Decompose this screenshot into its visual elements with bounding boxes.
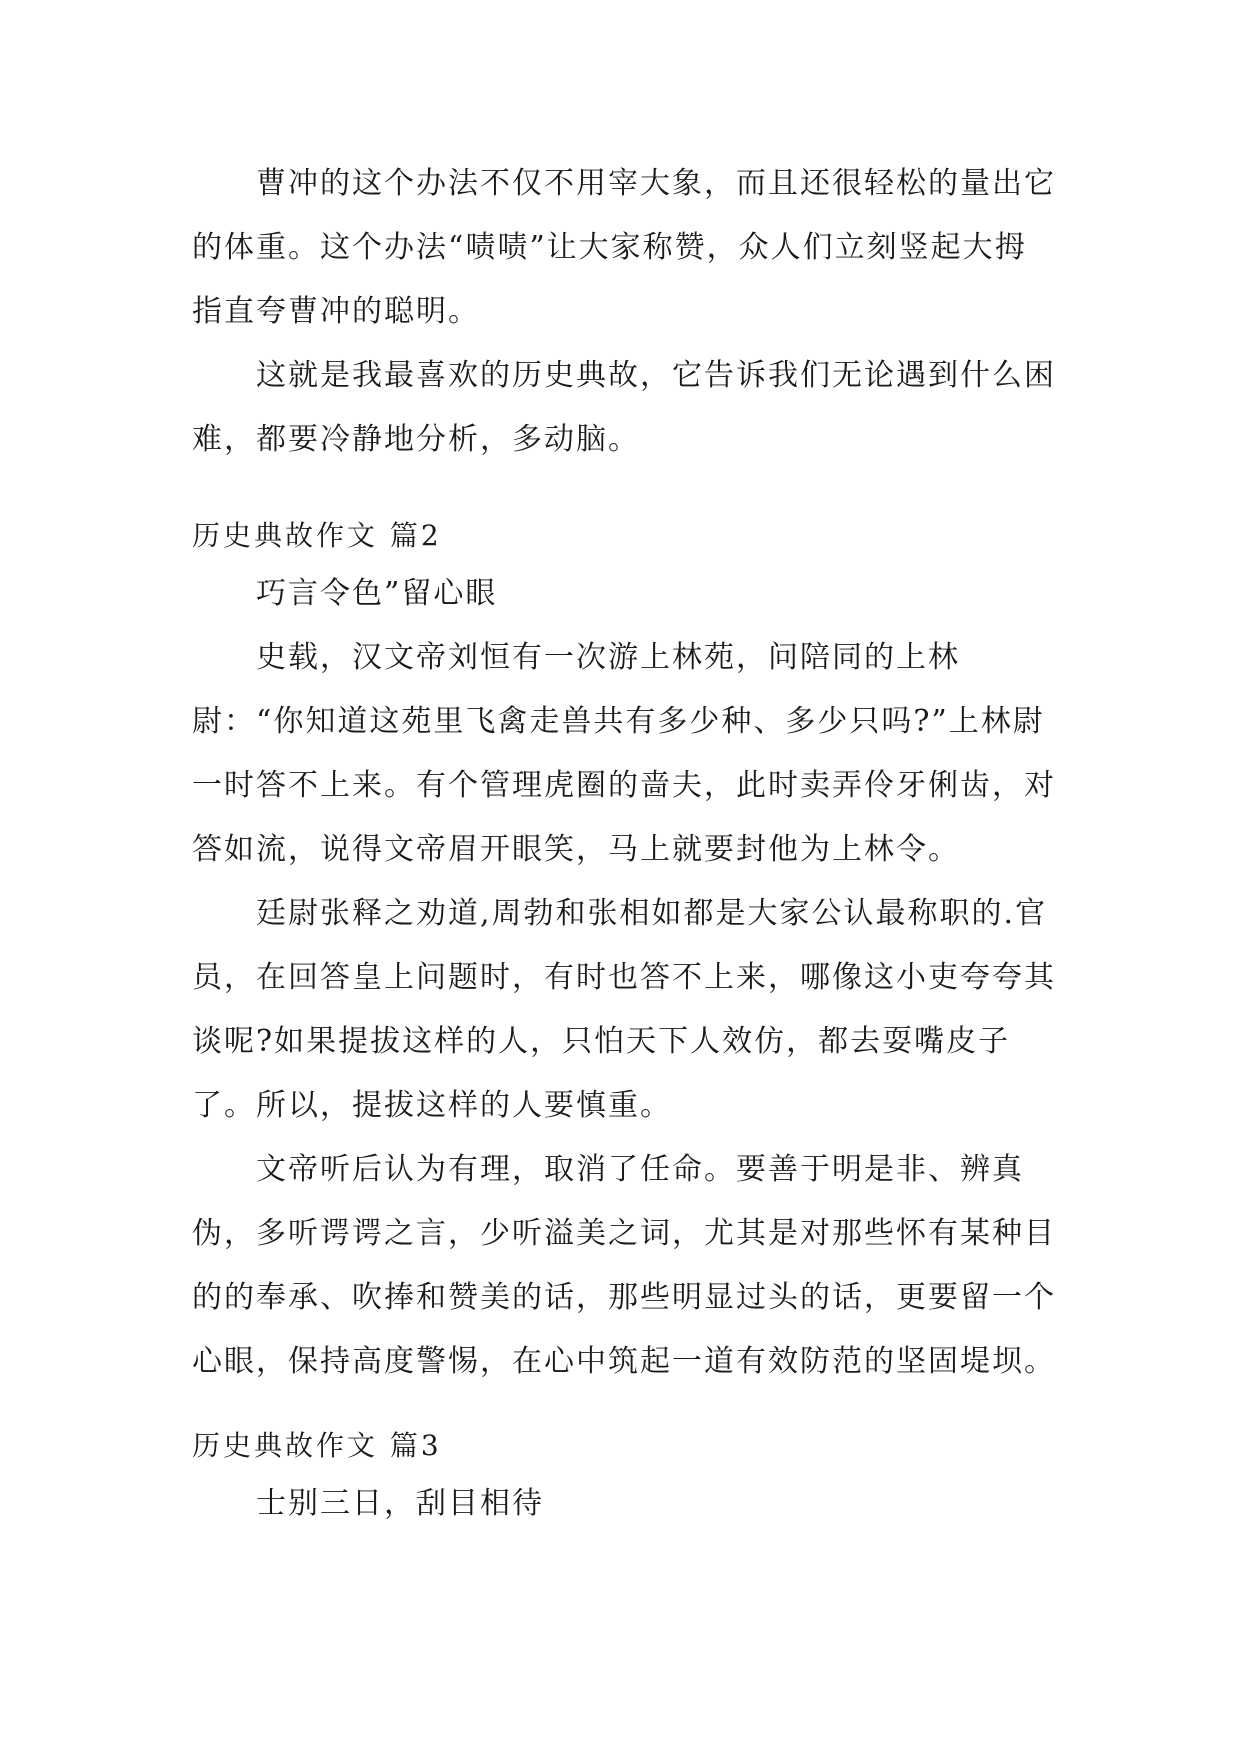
section-heading-2: 历史典故作文 篇2 [192,519,442,552]
paragraph: 曹冲的这个办法不仅不用宰大象，而且还很轻松的量出它的体重。这个办法“啧啧”让大家称赞，众人们立刻竖起大拇指直夸曹冲的聪明。 [192,166,1056,329]
section-1-body [192,152,1057,472]
essay-subtitle: 士别三日，刮目相待 [256,1486,544,1521]
paragraph: 文帝听后认为有理，取消了任命。要善于明是非、辨真伪，多听谔谔之言，少听溢美之词，尤其是对那些怀有某种目的的奉承、吹捧和赞美的话，那些明显过头的话，更要留一个心眼，保持高度警惕，在心中筑起一道有效防范的坚固堤坝。 [192,1152,1056,1379]
paragraph: 这就是我最喜欢的历史典故，它告诉我们无论遇到什么困难，都要冷静地分析，多动脑。 [192,358,1056,457]
section-2-body [192,562,1057,1394]
essay-subtitle: 巧言令色”留心眼 [256,576,498,611]
section-3-body [192,1472,1057,1536]
paragraph: 廷尉张释之劝道,周勃和张相如都是大家公认最称职的.官员，在回答皇上问题时，有时也答不上来，哪像这小吏夸夸其谈呢?如果提拔这样的人，只怕天下人效仿，都去耍嘴皮子了。所以，提拔这样的人要慎重。 [192,896,1056,1123]
paragraph: 史载，汉文帝刘恒有一次游上林苑，问陪同的上林尉：“你知道这苑里飞禽走兽共有多少种、多少只吗?”上林尉一时答不上来。有个管理虎圈的啬夫，此时卖弄伶牙俐齿，对答如流，说得文帝眉开眼笑，马上就要封他为上林令。 [192,640,1056,867]
section-heading-3: 历史典故作文 篇3 [192,1429,442,1462]
